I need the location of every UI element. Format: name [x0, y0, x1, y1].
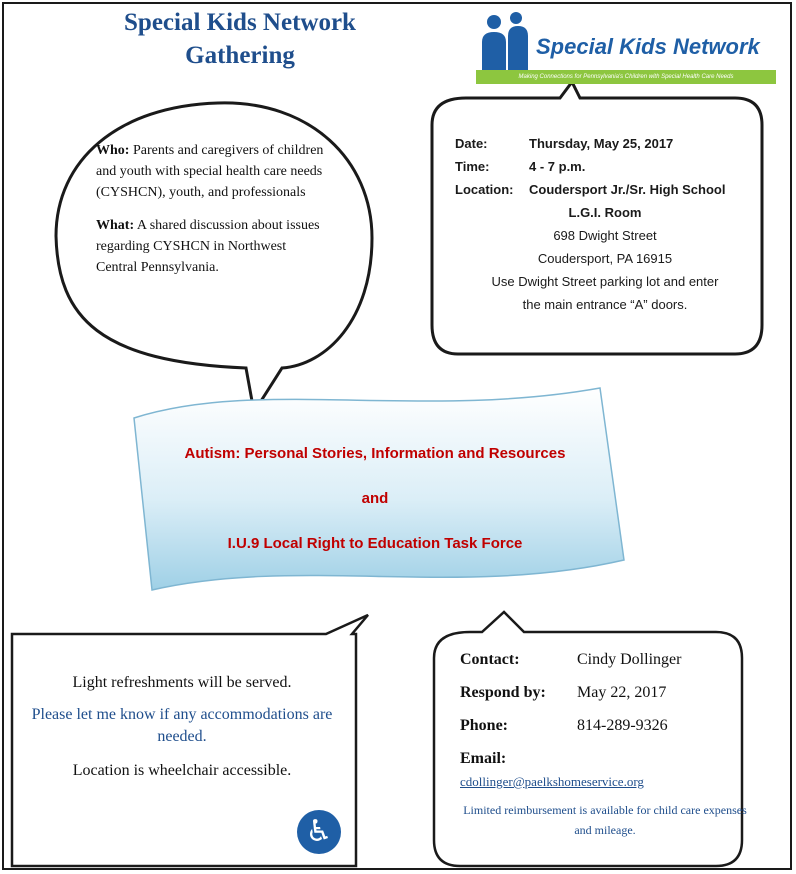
who-what-text — [96, 140, 328, 290]
time-value: 4 - 7 p.m. — [529, 159, 586, 174]
page-title — [100, 6, 380, 72]
email-link[interactable]: cdollinger@paelkshomeservice.org — [460, 774, 644, 789]
who-paragraph — [96, 140, 328, 203]
respond-label: Respond by: — [460, 684, 546, 701]
accessible-text: Location is wheelchair accessible. — [72, 762, 292, 779]
organization-logo — [476, 12, 776, 88]
logo-tagline: Making Connections for Pennsylvania's Children with Special Health Care Needs — [476, 70, 776, 84]
contact-value: Cindy Dollinger — [577, 651, 682, 668]
location-room: L.G.I. Room — [568, 205, 642, 220]
contact-info — [460, 647, 750, 840]
date-value: Thursday, May 25, 2017 — [529, 136, 674, 151]
who-text: Parents and caregivers of children and youth with special health care needs (CYSHCN), youth, and professionals — [96, 143, 324, 200]
time-row — [455, 155, 755, 178]
location-label: Location: — [455, 182, 514, 197]
phone-row — [460, 713, 750, 746]
location-row — [455, 178, 755, 201]
date-row — [455, 132, 755, 155]
banner-text — [140, 440, 610, 575]
wheelchair-icon: ♿ — [297, 810, 341, 854]
location-street: 698 Dwight Street — [553, 228, 657, 243]
logo-name: Special Kids Network — [536, 34, 760, 59]
banner-line3: I.U.9 Local Right to Education Task Force — [227, 535, 523, 552]
who-label: Who: — [96, 143, 130, 158]
contact-label: Contact: — [460, 651, 520, 668]
location-city: Coudersport, PA 16915 — [537, 251, 673, 266]
respond-row — [460, 680, 750, 713]
parking-line1: Use Dwight Street parking lot and enter — [491, 274, 719, 289]
contact-row — [460, 647, 750, 680]
what-text: A shared discussion about issues regarding CYSHCN in Northwest Central Pennsylvania. — [96, 218, 320, 275]
respond-value: May 22, 2017 — [577, 684, 667, 701]
people-logo-icon — [476, 12, 536, 70]
email-label: Email: — [460, 750, 507, 767]
parking-line2: the main entrance “A” doors. — [522, 297, 688, 312]
phone-label: Phone: — [460, 717, 508, 734]
phone-value: 814-289-9326 — [577, 717, 668, 734]
date-label: Date: — [455, 136, 488, 151]
page-title-line2: Gathering — [185, 42, 295, 69]
banner-line2: and — [361, 490, 389, 507]
time-label: Time: — [455, 159, 490, 174]
location-value: Coudersport Jr./Sr. High School — [529, 182, 726, 197]
page-title-line1: Special Kids Network — [124, 9, 356, 36]
refreshments-text: Light refreshments will be served. — [72, 674, 292, 691]
accommodations-text: Please let me know if any accommodations are needed. — [31, 706, 333, 745]
banner-line1: Autism: Personal Stories, Information and Resources — [184, 445, 566, 462]
what-paragraph — [96, 215, 328, 278]
amenities-text — [22, 672, 342, 782]
what-label: What: — [96, 218, 135, 233]
reimbursement-note: Limited reimbursement is available for child care expenses and mileage. — [463, 803, 747, 837]
event-details — [455, 132, 755, 316]
